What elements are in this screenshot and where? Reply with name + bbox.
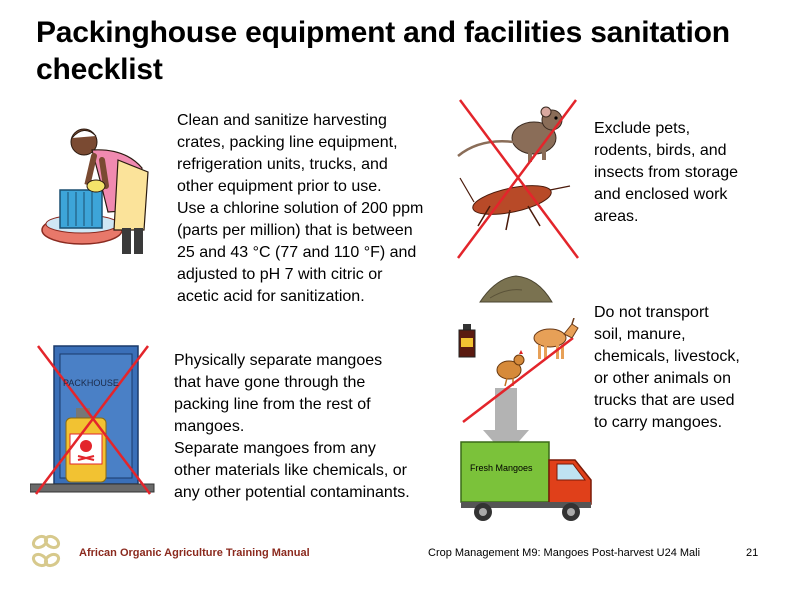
text-line: any other potential contaminants.	[174, 484, 410, 501]
truck-label: Fresh Mangoes	[470, 463, 533, 473]
text-line: Physically separate mangoes	[174, 352, 383, 369]
pests-crossed-group	[450, 98, 590, 263]
page-title: Packinghouse equipment and facilities sanitation checklist	[36, 16, 730, 86]
chicken-icon	[497, 350, 524, 386]
clean-sanitize-text	[177, 110, 467, 308]
cockroach-icon	[460, 178, 570, 230]
text-line: adjusted to pH 7 with citric or	[177, 266, 383, 283]
red-cross-icon	[463, 338, 573, 422]
text-line: rodents, birds, and	[594, 142, 727, 159]
text-line: Clean and sanitize harvesting	[177, 112, 387, 129]
text-line: (parts per million) that is between	[177, 222, 413, 239]
text-line: insects from storage	[594, 164, 739, 181]
text-line: crates, packing line equipment,	[177, 134, 398, 151]
manure-pile-icon	[476, 268, 556, 308]
text-line: packing line from the rest of	[174, 396, 371, 413]
text-line: Do not transport	[594, 304, 709, 321]
text-line: other materials like chemicals, or	[174, 462, 407, 479]
text-line: soil, manure,	[594, 326, 686, 343]
packhouse-door-icon	[30, 340, 158, 502]
text-line: to carry mangoes.	[594, 414, 723, 431]
text-line: acetic acid for sanitization.	[177, 288, 365, 305]
text-line: other equipment prior to use.	[177, 178, 382, 195]
text-line: or other animals on	[594, 370, 731, 387]
woman-washing-crate-icon	[30, 120, 170, 260]
manual-logo-icon	[26, 532, 66, 572]
text-line: and enclosed work	[594, 186, 728, 203]
text-line: 25 and 43 °C (77 and 110 °F) and	[177, 244, 417, 261]
rat-icon	[458, 107, 562, 162]
text-line: Use a chlorine solution of 200 ppm	[177, 200, 424, 217]
footer-manual-title: African Organic Agriculture Training Manual	[79, 547, 310, 559]
text-line: areas.	[594, 208, 639, 225]
transport-warning-text	[594, 302, 784, 434]
text-line: that have gone through the	[174, 374, 366, 391]
page-number: 21	[746, 547, 759, 559]
separate-mangoes-text	[174, 350, 464, 504]
exclude-pests-text	[594, 118, 784, 228]
packhouse-sign: PACKHOUSE	[63, 378, 119, 388]
text-line: mangoes.	[174, 418, 245, 435]
text-line: Separate mangoes from any	[174, 440, 376, 457]
truck-icon	[457, 440, 607, 525]
text-line: trucks that are used	[594, 392, 735, 409]
footer-module: Crop Management M9: Mangoes Post-harvest U24 Mali	[428, 547, 701, 559]
text-line: Exclude pets,	[594, 120, 691, 137]
text-line: refrigeration units, trucks, and	[177, 156, 388, 173]
text-line: chemicals, livestock,	[594, 348, 740, 365]
